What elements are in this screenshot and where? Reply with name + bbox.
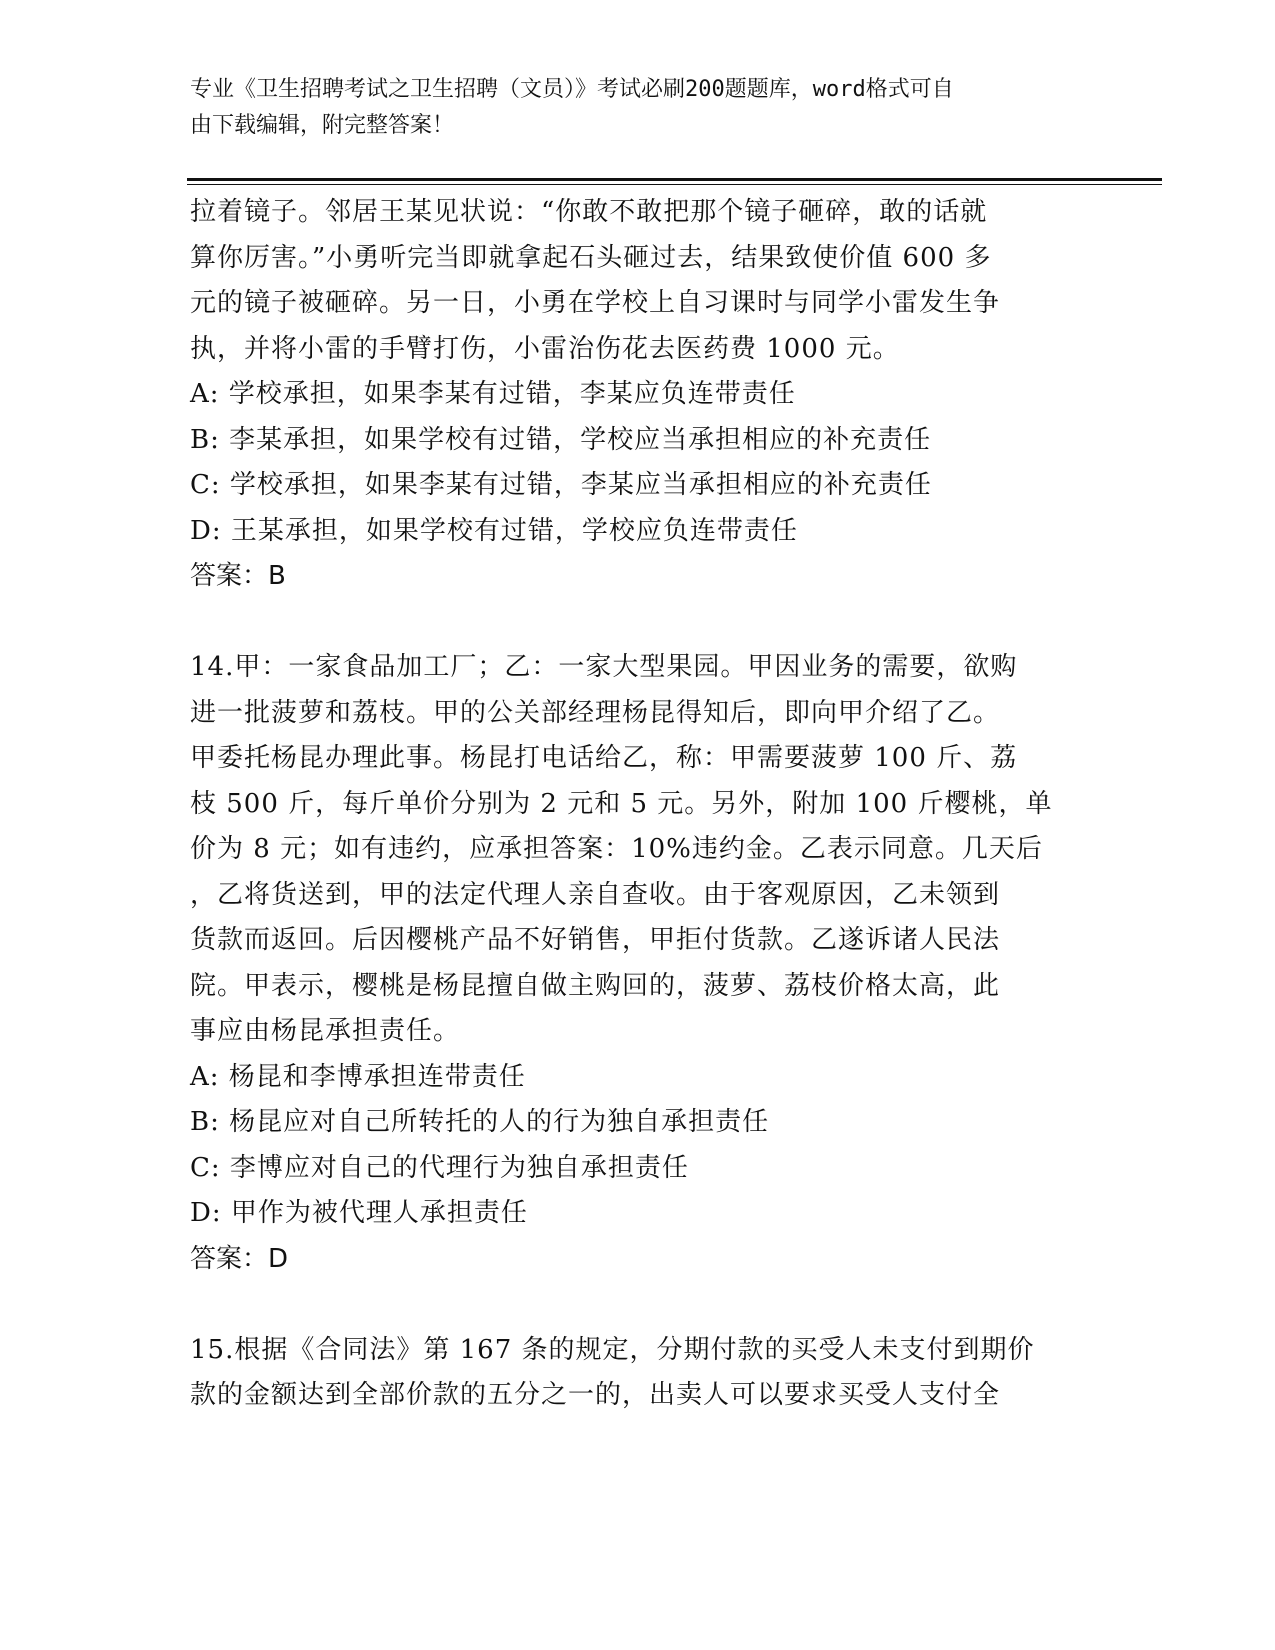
question-text-line: 算你厉害。”小勇听完当即就拿起石头砸过去，结果致使价值 600 多 [190,242,992,273]
header-rule-thick [187,178,1162,181]
header-rule-thin [187,184,1162,185]
question-text-line: 货款而返回。后因樱桃产品不好销售，甲拒付货款。乙遂诉诸人民法 [190,925,1001,955]
question-text-line: 15.根据《合同法》第 167 条的规定，分期付款的买受人未支付到期价 [190,1334,1035,1365]
option-d: D: 甲作为被代理人承担责任 [190,1198,528,1228]
question-text-line: 拉着镜子。邻居王某见状说：“你敢不敢把那个镜子砸碎，敢的话就 [190,197,988,227]
question-15 [190,1328,1090,1419]
question-text-line: 进一批菠萝和荔枝。甲的公关部经理杨昆得知后，即向甲介绍了乙。 [190,697,1001,728]
header-line-1: 专业《卫生招聘考试之卫生招聘（文员）》考试必刷200题题库，word格式可自 [190,77,954,102]
answer-line: 答案：B [190,561,286,591]
page-header [190,72,1070,144]
answer-line: 答案：D [190,1243,289,1274]
question-13-continued [190,190,1090,600]
question-text-line: 枝 500 斤，每斤单价分别为 2 元和 5 元。另外，附加 100 斤樱桃，单 [190,788,1053,819]
header-line-2: 由下载编辑，附完整答案！ [190,113,455,138]
document-body [190,190,1090,1419]
option-d: D: 王某承担，如果学校有过错，学校应负连带责任 [190,515,798,546]
question-text-line: 院。甲表示，樱桃是杨昆擅自做主购回的，菠萝、荔枝价格太高，此 [190,970,1001,1001]
spacer [190,600,1090,646]
option-c: C: 学校承担，如果李某有过错，李某应当承担相应的补充责任 [190,470,932,500]
option-a: A: 杨昆和李博承担连带责任 [190,1061,526,1092]
option-b: B: 杨昆应对自己所转托的人的行为独自承担责任 [190,1107,770,1137]
question-text-line: 事应由杨昆承担责任。 [190,1016,461,1046]
question-14 [190,645,1090,1282]
question-text-line: 价为 8 元；如有违约，应承担答案：10%违约金。乙表示同意。几天后 [190,834,1043,864]
option-a: A: 学校承担，如果李某有过错，李某应负连带责任 [190,379,796,409]
question-text-line: 14.甲：一家食品加工厂；乙：一家大型果园。甲因业务的需要，欲购 [190,652,1018,682]
question-text-line: ，乙将货送到，甲的法定代理人亲自查收。由于客观原因，乙未领到 [190,879,1001,910]
question-text-line: 款的金额达到全部价款的五分之一的，出卖人可以要求买受人支付全 [190,1380,1001,1410]
option-c: C: 李博应对自己的代理行为独自承担责任 [190,1152,689,1183]
question-text-line: 元的镜子被砸碎。另一日，小勇在学校上自习课时与同学小雷发生争 [190,288,1001,318]
spacer [190,1282,1090,1328]
question-text-line: 甲委托杨昆办理此事。杨昆打电话给乙，称：甲需要菠萝 100 斤、荔 [190,743,1018,773]
option-b: B: 李某承担，如果学校有过错，学校应当承担相应的补充责任 [190,424,932,455]
question-text-line: 执，并将小雷的手臂打伤，小雷治伤花去医药费 1000 元。 [190,333,900,364]
